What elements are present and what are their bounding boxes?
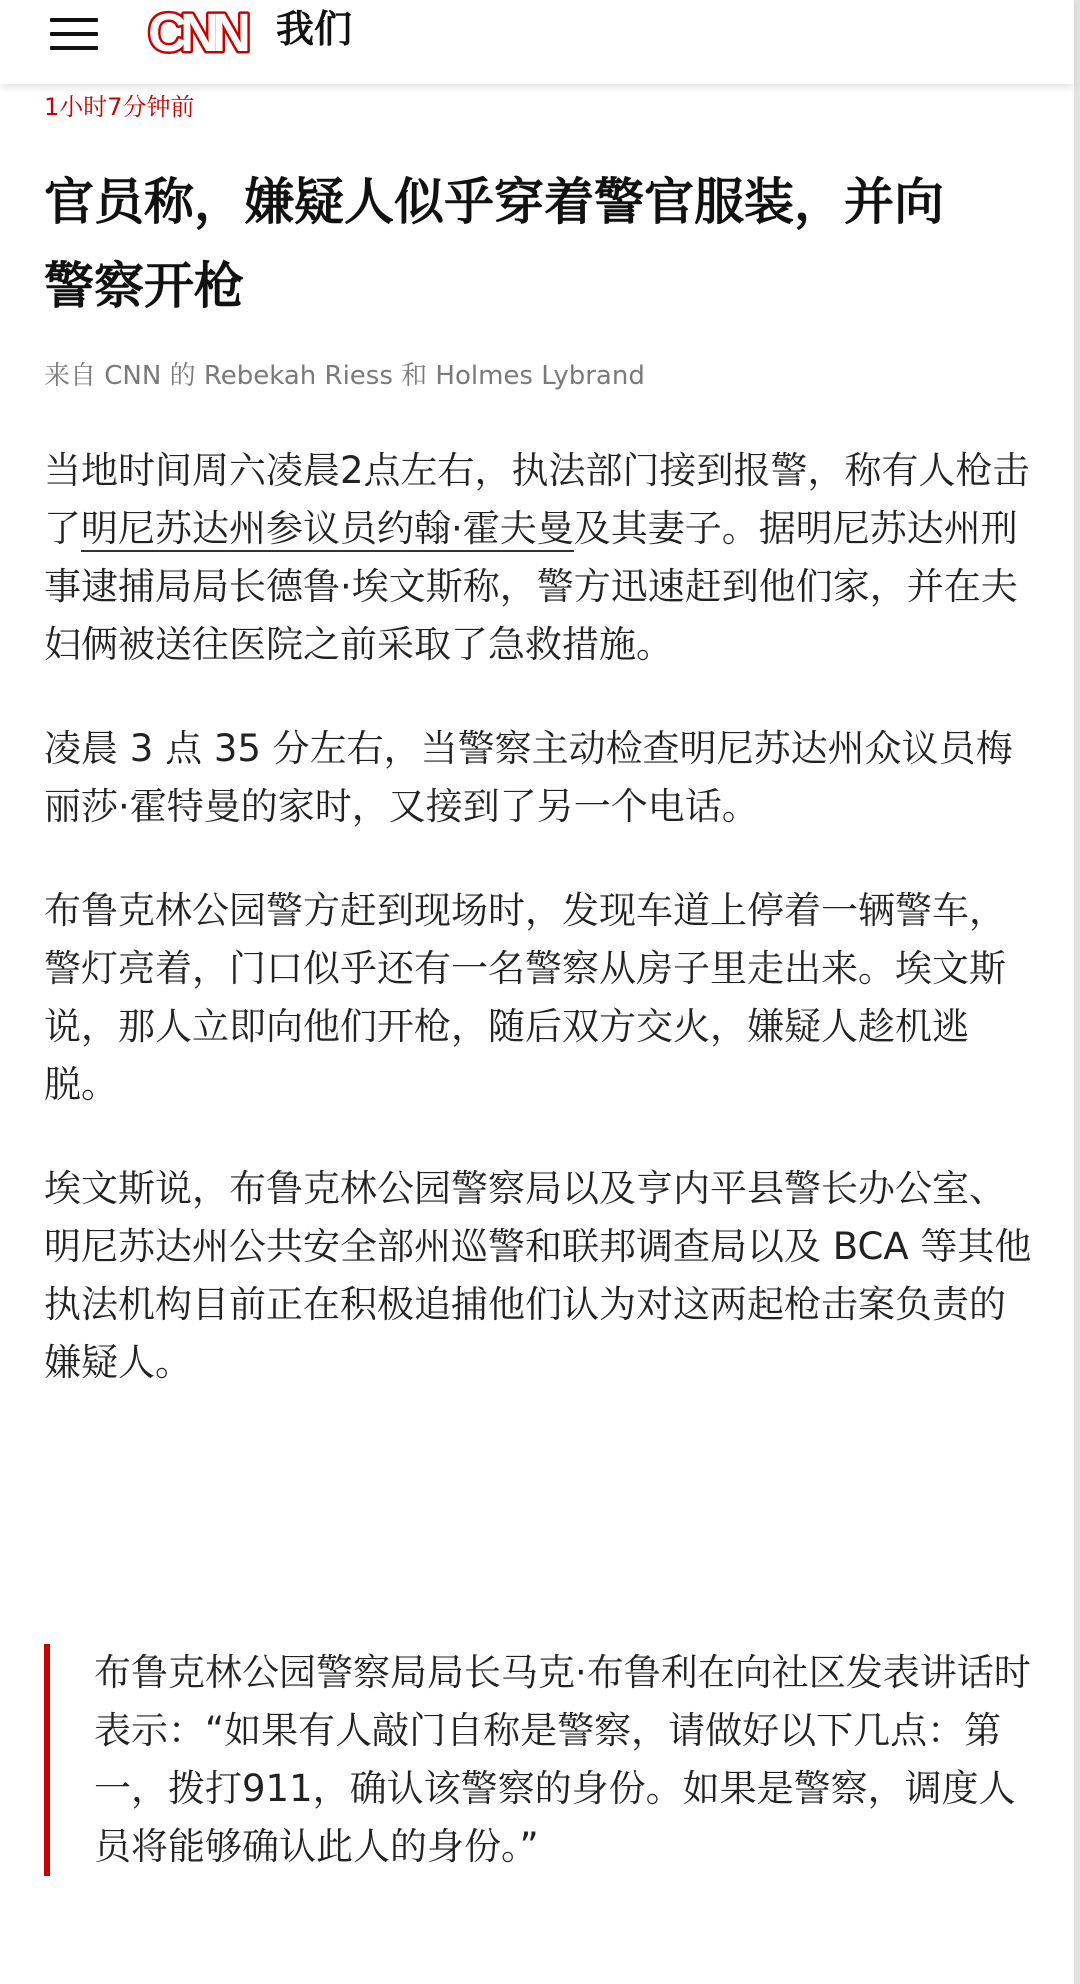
article-byline: 来自 CNN 的 Rebekah Riess 和 Holmes Lybrand (44, 361, 645, 391)
senator-john-hoffman-link[interactable]: 明尼苏达州参议员约翰·霍夫曼 (81, 507, 574, 550)
article-paragraph-1 (44, 442, 1034, 674)
paragraph-1-text-start: 当地时间周六凌晨2点左右，执法部门接到报警，称有人枪击了 (44, 449, 1030, 550)
site-header (0, 0, 1074, 84)
cnn-logo[interactable] (146, 2, 268, 62)
article-body (44, 442, 1034, 1438)
article-paragraph-4: 埃文斯说，布鲁克林公园警察局以及亨内平县警长办公室、明尼苏达州公共安全部州巡警和联邦调查局以及 BCA 等其他执法机构目前正在积极追捕他们认为对这两起枪击案负责的嫌疑人。 (44, 1167, 1032, 1384)
cnn-logo-text: CNN (148, 3, 244, 62)
article-headline: 官员称，嫌疑人似乎穿着警官服装，并向警察开枪 (44, 173, 944, 315)
paragraph-1-text-end: 及其妻子。据明尼苏达州刑事逮捕局局长德鲁·埃文斯称，警方迅速赶到他们家，并在夫妇俩被送往医院之前采取了急救措施。 (44, 507, 1018, 666)
article-paragraph-3: 布鲁克林公园警方赶到现场时，发现车道上停着一辆警车，警灯亮着，门口似乎还有一名警察从房子里走出来。埃文斯说，那人立即向他们开枪，随后双方交火，嫌疑人趁机逃脱。 (44, 889, 1006, 1106)
hamburger-menu-icon[interactable] (50, 14, 100, 54)
header-us-link[interactable]: 我们 (276, 7, 353, 51)
article-blockquote: 布鲁克林公园警察局局长马克·布鲁利在向社区发表讲话时表示：“如果有人敲门自称是警察，请做好以下几点：第一，拨打911，确认该警察的身份。如果是警察，调度人员将能够确认此人的身份。” (44, 1644, 1034, 1876)
article-paragraph-2: 凌晨 3 点 35 分左右，当警察主动检查明尼苏达州众议员梅丽莎·霍特曼的家时，又接到了另一个电话。 (44, 727, 1013, 828)
article-timestamp: 1小时7分钟前 (44, 93, 195, 121)
